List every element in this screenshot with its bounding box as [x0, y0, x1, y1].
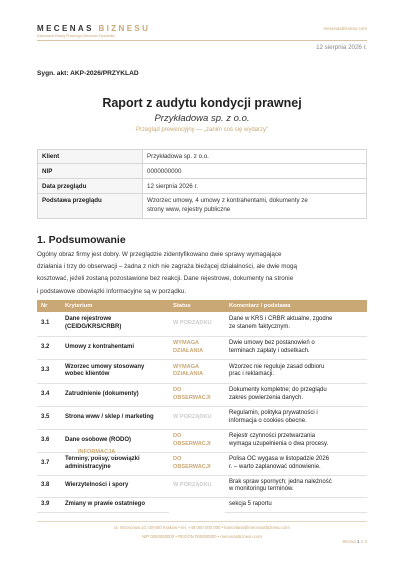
info-label: Data przeglądu: [38, 179, 143, 194]
column-header: Nr: [37, 300, 61, 312]
status-badge: DO OBSERWACJI: [169, 383, 225, 406]
row-number: 3.8: [37, 475, 61, 497]
info-row: [38, 150, 367, 164]
row-number: 3.9: [37, 497, 61, 512]
header-url: mecenasbiznesu.com: [323, 26, 367, 31]
table-header-row: [37, 300, 367, 312]
row-number: 3.2: [37, 336, 61, 359]
row-comment: Dane w KRS i CRBR aktualne, zgodne ze stanem faktycznym.: [225, 312, 367, 336]
case-reference: Sygn. akt: AKP-2026/PRZYKLAD: [37, 70, 139, 77]
header-date: 12 sierpnia 2026 r.: [316, 44, 367, 51]
table-row: [37, 359, 367, 383]
row-criterion: Zmiany w prawie ostatniego: [61, 497, 169, 512]
summary-paragraph: Ogólny obraz firmy jest dobry. W przeglądzie zidentyfikowano dwie sprawy wymagające działania i trzy do obserwacji – żadna z nich nie zagraża bieżącej działalności, ale dwie mogą kosztować, jeżeli zostaną pozostawione bez reakcji. Dane rejestrowe, dokumenty na stronie i podstawowe obowiązki informacyjne są w porządku.: [37, 251, 298, 295]
report-title: Raport z audytu kondycji prawnej: [102, 96, 302, 110]
status-badge: DO OBSERWACJI: [169, 429, 225, 452]
info-row: [38, 194, 367, 219]
status-badge: W PORZĄDKU: [169, 312, 225, 336]
row-comment: sekcja 5 raportu: [225, 497, 367, 512]
info-value: 0000000000: [143, 164, 367, 179]
status-badge: W PORZĄDKU: [169, 475, 225, 497]
client-info-table: [37, 149, 367, 219]
status-badge: DO OBSERWACJI: [169, 452, 225, 475]
table-row: [37, 312, 367, 336]
brand-name-accent: BIZNESU: [98, 24, 151, 33]
row-comment: Wzorzec nie reguluje zasad odbioru prac i reklamacji.: [225, 359, 367, 383]
brand-subtitle: Kancelaria Radcy Prawnego Mecenas Dyskietka: [37, 34, 115, 38]
footer-contact: ul. Wzorcowa 10, 00-000 Kraków • tel. +48 000 000 000 • kancelaria@mecenasbiznesu.com: [114, 525, 290, 530]
row-number: 3.5: [37, 406, 61, 429]
table-row: [37, 336, 367, 359]
row-number: 3.1: [37, 312, 61, 336]
row-criterion: Dane osobowe (RODO): [61, 429, 169, 452]
info-value: Przykładowa sp. z o.o.: [143, 150, 367, 164]
brand-name: MECENAS: [37, 24, 94, 33]
status-badge: INFORMACJA: [74, 449, 130, 457]
table-row: [37, 406, 367, 429]
status-badge: W PORZĄDKU: [169, 406, 225, 429]
footer-registry: NIP 0000000000 • REGON 000000000 • mecenasbiznesu.com: [142, 534, 262, 539]
report-subtitle: Przykładowa sp. z o.o.: [154, 113, 250, 124]
row-criterion: Terminy, polisy, obowiązki administracyjne: [61, 452, 169, 475]
info-label: Podstawa przeglądu: [38, 194, 143, 219]
row-number: 3.3: [37, 359, 61, 383]
row-comment: Polisa OC wygasa w listopadzie 2026 r. – warto zaplanować odnowienie.: [225, 452, 367, 475]
row-comment: Brak spraw spornych; jedna należność w monitoringu terminów.: [225, 475, 367, 497]
status-badge: WYMAGA DZIAŁANIA: [169, 359, 225, 383]
column-header: Kryterium: [61, 300, 169, 312]
table-row: [37, 475, 367, 497]
row-criterion: Umowy z kontrahentami: [61, 336, 169, 359]
page-number: Strona 1 z 4: [342, 539, 367, 544]
info-label: Klient: [38, 150, 143, 164]
footer-divider: [37, 521, 367, 522]
row-criterion: Wzorzec umowy stosowany wobec klientów: [61, 359, 169, 383]
row-number: 3.7: [37, 452, 61, 475]
row-comment: Regulamin, polityka prywatności i informacja o cookies obecne.: [225, 406, 367, 429]
row-comment: Rejestr czynności przetwarzania wymaga uzupełnienia o dwa procesy.: [225, 429, 367, 452]
row-criterion: Wierzytelności i spory: [61, 475, 169, 497]
brand-logo: [37, 24, 150, 33]
column-header: Komentarz / podstawa: [225, 300, 367, 312]
row-criterion: Dane rejestrowe (CEIDG/KRS/CRBR): [61, 312, 169, 336]
header-divider: [37, 40, 367, 41]
row-number: 3.4: [37, 383, 61, 406]
table-row: [37, 383, 367, 406]
row-number: 3.6: [37, 429, 61, 452]
section-heading: 1. Podsumowanie: [37, 234, 126, 246]
row-criterion: Zatrudnienie (dokumenty): [61, 383, 169, 406]
status-badge: WYMAGA DZIAŁANIA: [169, 336, 225, 359]
column-header: Status: [169, 300, 225, 312]
row-comment: Dokumenty kompletne; do przeglądu zakres powierzenia danych.: [225, 383, 367, 406]
report-tagline: Przegląd prewencyjny — „zanim coś się wydarzy”: [135, 127, 269, 133]
info-value: 12 sierpnia 2026 r.: [143, 179, 367, 194]
table-row: [37, 497, 367, 512]
audit-criteria-table: [37, 300, 367, 513]
row-comment: Dwie umowy bez postanowień o terminach zapłaty i odsetkach.: [225, 336, 367, 359]
info-value: Wzorzec umowy, 4 umowy z kontrahentami, dokumenty ze strony www, rejestry publiczne: [143, 194, 367, 219]
info-label: NIP: [38, 164, 143, 179]
info-row: [38, 164, 367, 179]
row-criterion: Strona www / sklep / marketing: [61, 406, 169, 429]
info-row: [38, 179, 367, 194]
